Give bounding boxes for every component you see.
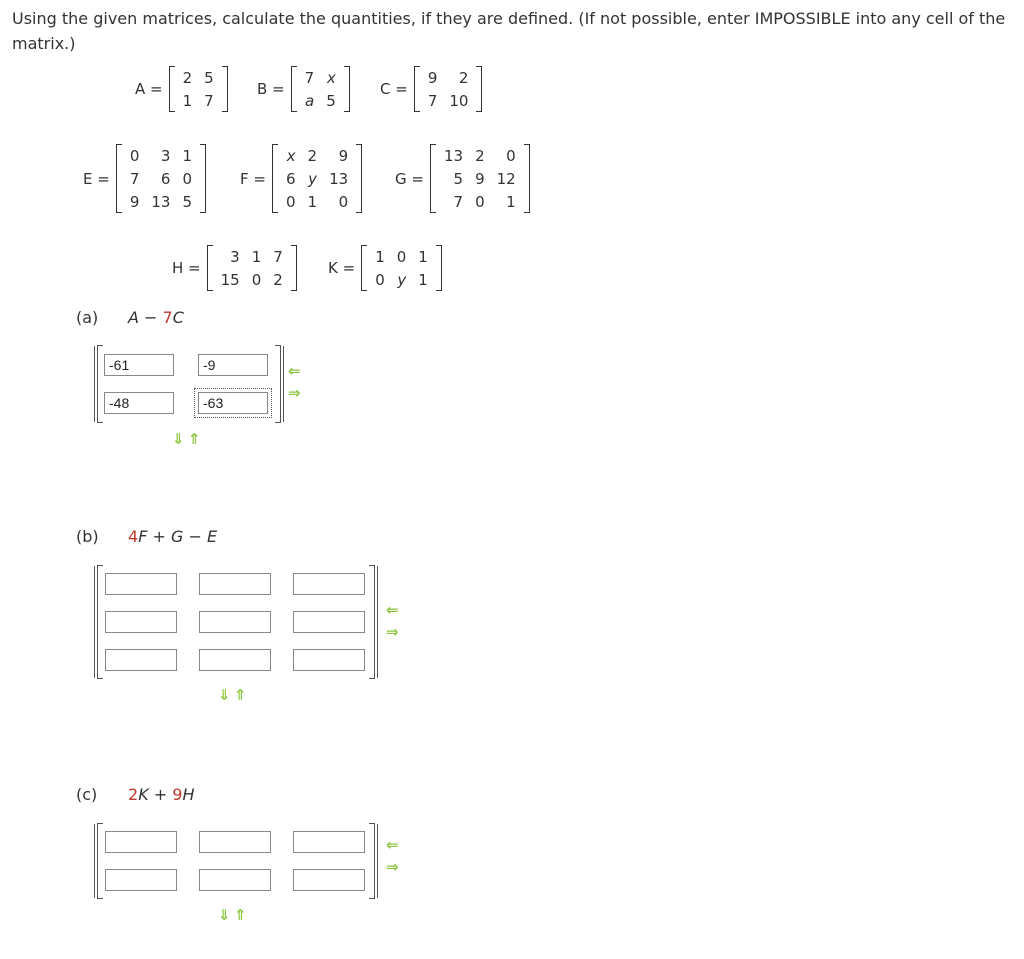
matrix-h-entry-2-3: 2 <box>273 270 283 289</box>
part-c-cell-2-3[interactable] <box>293 869 365 891</box>
matrix-c-entry-1-1: 9 <box>427 68 438 87</box>
part-b-cell-1-3[interactable] <box>293 573 365 595</box>
part-b-label: (b) <box>76 527 99 546</box>
matrix-k <box>328 245 442 291</box>
part-c-expression: 2K + 9H <box>128 785 195 804</box>
part-a-expression: A − 7C <box>128 308 184 327</box>
matrix-f-entry-3-1: 0 <box>285 192 296 211</box>
part-b-cell-3-2[interactable] <box>199 649 271 671</box>
part-a-cell-2-2[interactable] <box>198 392 268 414</box>
part-b-cell-1-1[interactable] <box>105 573 177 595</box>
matrix-b-entry-1-1: 7 <box>304 68 315 87</box>
instructions: Using the given matrices, calculate the quantities, if they are defined. (If not possible, enter IMPOSSIBLE into any cell of the matrix.) <box>12 9 1006 53</box>
matrix-e-label: E = <box>83 169 110 188</box>
matrix-k-label: K = <box>328 259 356 277</box>
matrix-g-entry-1-3: 0 <box>506 146 516 165</box>
arrow-right-icon[interactable]: ⇒ <box>386 623 399 641</box>
matrix-f-entry-3-2: 1 <box>307 192 318 211</box>
matrix-k-entry-1-3: 1 <box>418 247 428 266</box>
arrow-up-icon[interactable]: ⇑ <box>234 906 247 924</box>
matrix-k-entry-2-1: 0 <box>375 270 385 289</box>
matrix-f-entry-2-3: 13 <box>329 169 349 188</box>
matrix-e-entry-3-3: 5 <box>182 192 193 211</box>
matrix-a-entry-2-2: 7 <box>204 91 214 110</box>
matrix-e-entry-2-2: 6 <box>160 169 171 188</box>
matrix-b-entry-1-2: x <box>326 68 336 87</box>
matrix-c-entry-2-1: 7 <box>427 91 438 110</box>
matrix-f-entry-1-1: x <box>286 146 296 165</box>
part-c-cell-2-1[interactable] <box>105 869 177 891</box>
matrix-h-entry-1-1: 3 <box>230 247 240 266</box>
matrix-e-entry-2-1: 7 <box>129 169 140 188</box>
matrix-c-entry-1-2: 2 <box>458 68 469 87</box>
matrix-g-entry-1-1: 13 <box>443 146 464 165</box>
matrix-e-entry-1-3: 1 <box>182 146 193 165</box>
matrix-h-entry-1-3: 7 <box>273 247 283 266</box>
matrix-g-label: G = <box>395 169 424 188</box>
arrow-down-icon[interactable]: ⇓ <box>172 430 185 448</box>
matrix-c-entry-2-2: 10 <box>449 91 469 110</box>
part-b-cell-3-1[interactable] <box>105 649 177 671</box>
matrix-f-entry-1-3: 9 <box>338 146 349 165</box>
matrix-e-entry-3-1: 9 <box>129 192 140 211</box>
matrix-c <box>380 66 482 112</box>
matrix-c-label: C = <box>380 80 408 98</box>
matrix-h <box>172 245 297 291</box>
part-c-cell-1-3[interactable] <box>293 831 365 853</box>
part-a-cell-1-2[interactable] <box>198 354 268 376</box>
matrix-g-entry-3-1: 7 <box>453 192 464 211</box>
matrix-h-label: H = <box>172 259 201 277</box>
part-b-cell-2-2[interactable] <box>199 611 271 633</box>
arrow-down-icon[interactable]: ⇓ <box>218 906 231 924</box>
matrix-f-entry-2-2: y <box>308 169 318 188</box>
matrix-f-label: F = <box>240 169 266 188</box>
matrix-g-entry-2-2: 9 <box>475 169 485 188</box>
matrix-g <box>395 144 530 213</box>
matrix-f-entry-1-2: 2 <box>307 146 318 165</box>
matrix-b-entry-2-2: 5 <box>326 91 336 110</box>
part-c-label: (c) <box>76 785 98 804</box>
arrow-left-icon[interactable]: ⇐ <box>288 362 301 380</box>
matrix-k-entry-1-2: 0 <box>396 247 407 266</box>
part-c-cell-2-2[interactable] <box>199 869 271 891</box>
matrix-h-entry-2-2: 0 <box>251 270 262 289</box>
matrix-a-entry-1-2: 5 <box>204 68 214 87</box>
part-b-expression: 4F + G − E <box>128 527 218 546</box>
matrix-k-entry-2-3: 1 <box>418 270 428 289</box>
matrix-g-entry-2-1: 5 <box>453 169 464 188</box>
matrix-a-label: A = <box>135 80 163 98</box>
matrix-g-entry-3-2: 0 <box>475 192 485 211</box>
part-b-cell-2-1[interactable] <box>105 611 177 633</box>
matrix-e-entry-3-2: 13 <box>151 192 171 211</box>
part-a-cell-1-1[interactable] <box>104 354 174 376</box>
matrix-f-entry-2-1: 6 <box>285 169 296 188</box>
part-b-answer-matrix <box>94 566 378 678</box>
part-c-cell-1-2[interactable] <box>199 831 271 853</box>
part-c-cell-1-1[interactable] <box>105 831 177 853</box>
matrix-b <box>257 66 350 112</box>
matrix-g-entry-3-3: 1 <box>506 192 516 211</box>
arrow-up-icon[interactable]: ⇑ <box>188 430 201 448</box>
arrow-down-icon[interactable]: ⇓ <box>218 686 231 704</box>
part-a-cell-2-1[interactable] <box>104 392 174 414</box>
matrix-f-entry-3-3: 0 <box>338 192 349 211</box>
matrix-e <box>83 144 206 213</box>
arrow-left-icon[interactable]: ⇐ <box>386 836 399 854</box>
matrix-h-entry-1-2: 1 <box>251 247 262 266</box>
matrix-e-entry-2-3: 0 <box>182 169 193 188</box>
arrow-up-icon[interactable]: ⇑ <box>234 686 247 704</box>
matrix-h-entry-2-1: 15 <box>220 270 240 289</box>
matrix-a-entry-1-1: 2 <box>182 68 193 87</box>
matrix-e-entry-1-1: 0 <box>129 146 140 165</box>
matrix-b-label: B = <box>257 80 285 98</box>
matrix-f <box>240 144 362 213</box>
arrow-left-icon[interactable]: ⇐ <box>386 601 399 619</box>
matrix-k-entry-1-1: 1 <box>375 247 385 266</box>
part-a-answer-matrix <box>94 346 284 422</box>
part-c-answer-matrix <box>94 824 378 898</box>
part-b-cell-2-3[interactable] <box>293 611 365 633</box>
arrow-right-icon[interactable]: ⇒ <box>288 384 301 402</box>
arrow-right-icon[interactable]: ⇒ <box>386 858 399 876</box>
matrix-b-entry-2-1: a <box>304 91 315 110</box>
matrix-g-entry-1-2: 2 <box>475 146 485 165</box>
part-b-cell-1-2[interactable] <box>199 573 271 595</box>
matrix-e-entry-1-2: 3 <box>160 146 171 165</box>
matrix-a <box>135 66 228 112</box>
matrix-k-entry-2-2: y <box>397 270 407 289</box>
matrix-g-entry-2-3: 12 <box>496 169 516 188</box>
part-a-label: (a) <box>76 308 99 327</box>
matrix-a-entry-2-1: 1 <box>182 91 193 110</box>
part-b-cell-3-3[interactable] <box>293 649 365 671</box>
